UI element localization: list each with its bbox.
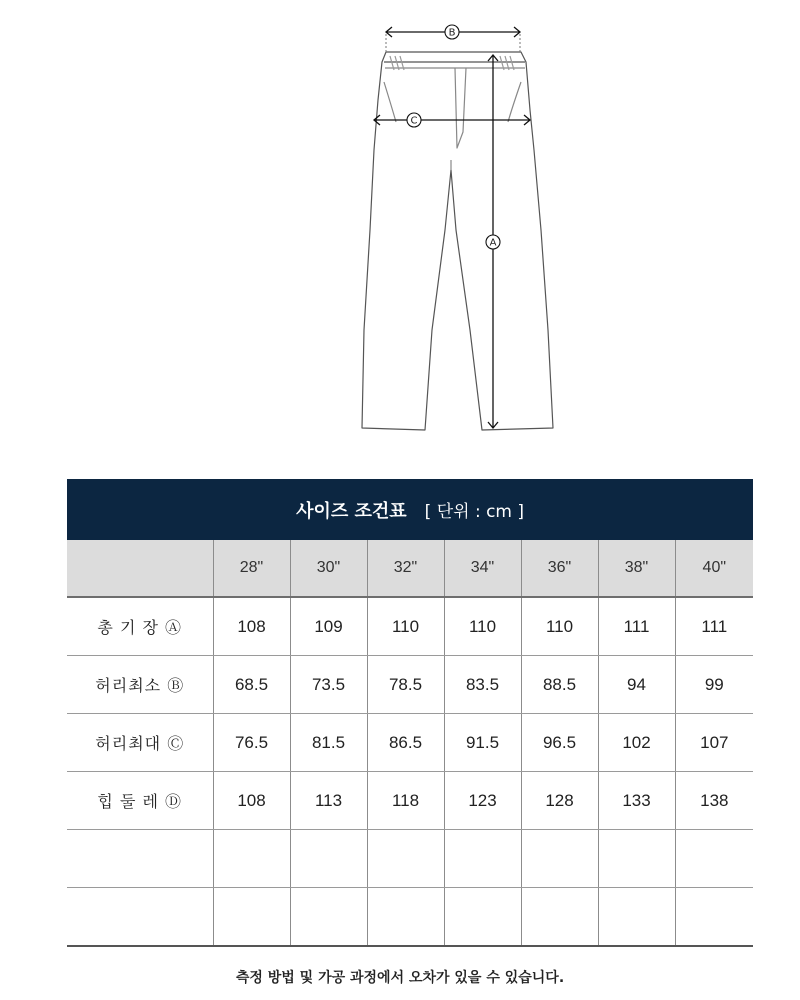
measurement-footnote: 측정 방법 및 가공 과정에서 오차가 있을 수 있습니다. bbox=[235, 970, 565, 986]
table-cell bbox=[213, 888, 290, 947]
marker-a-label: A bbox=[489, 237, 497, 249]
table-cell bbox=[444, 830, 521, 888]
table-row bbox=[67, 656, 753, 714]
table-cell: 68.5 bbox=[213, 656, 290, 714]
size-table bbox=[67, 479, 753, 947]
table-cell: 83.5 bbox=[444, 656, 521, 714]
table-cell: 91.5 bbox=[444, 714, 521, 772]
table-cell: 110 bbox=[444, 597, 521, 656]
table-cell bbox=[521, 830, 598, 888]
table-cell bbox=[367, 888, 444, 947]
table-cell: 118 bbox=[367, 772, 444, 830]
table-cell: 73.5 bbox=[290, 656, 367, 714]
pants-outline bbox=[362, 52, 553, 430]
size-header: 28" bbox=[213, 540, 290, 597]
table-cell bbox=[521, 888, 598, 947]
row-label: 허리최대 Ⓒ bbox=[67, 714, 213, 772]
size-header: 38" bbox=[598, 540, 675, 597]
table-cell: 108 bbox=[213, 772, 290, 830]
table-cell bbox=[290, 830, 367, 888]
dimension-c bbox=[374, 115, 530, 125]
size-header: 34" bbox=[444, 540, 521, 597]
row-label bbox=[67, 888, 213, 947]
table-cell: 110 bbox=[521, 597, 598, 656]
table-cell: 111 bbox=[675, 597, 753, 656]
table-cell bbox=[367, 830, 444, 888]
table-cell bbox=[598, 830, 675, 888]
table-row bbox=[67, 714, 753, 772]
table-cell bbox=[213, 830, 290, 888]
table-cell: 133 bbox=[598, 772, 675, 830]
table-row-empty bbox=[67, 888, 753, 947]
table-cell: 96.5 bbox=[521, 714, 598, 772]
table-cell bbox=[675, 888, 753, 947]
right-pocket bbox=[508, 82, 521, 122]
table-title-bar bbox=[67, 480, 753, 541]
pants-diagram bbox=[0, 0, 800, 450]
left-pocket bbox=[384, 82, 396, 122]
table-cell: 107 bbox=[675, 714, 753, 772]
row-label bbox=[67, 830, 213, 888]
table-cell bbox=[598, 888, 675, 947]
marker-c-label: C bbox=[410, 115, 418, 127]
table-cell bbox=[675, 830, 753, 888]
table-cell: 138 bbox=[675, 772, 753, 830]
table-cell: 123 bbox=[444, 772, 521, 830]
table-cell bbox=[444, 888, 521, 947]
table-cell: 128 bbox=[521, 772, 598, 830]
table-row bbox=[67, 772, 753, 830]
row-label: 허리최소 Ⓑ bbox=[67, 656, 213, 714]
size-header: 30" bbox=[290, 540, 367, 597]
row-label: 힙 둘 레 Ⓓ bbox=[67, 772, 213, 830]
table-cell: 102 bbox=[598, 714, 675, 772]
table-cell: 108 bbox=[213, 597, 290, 656]
fly-line bbox=[455, 68, 466, 148]
table-cell: 110 bbox=[367, 597, 444, 656]
table-cell: 94 bbox=[598, 656, 675, 714]
size-header-row bbox=[67, 540, 753, 597]
table-cell: 76.5 bbox=[213, 714, 290, 772]
table-row bbox=[67, 597, 753, 656]
size-header: 32" bbox=[367, 540, 444, 597]
table-cell: 78.5 bbox=[367, 656, 444, 714]
row-label: 총 기 장 Ⓐ bbox=[67, 597, 213, 656]
table-cell: 86.5 bbox=[367, 714, 444, 772]
size-header: 36" bbox=[521, 540, 598, 597]
table-row-empty bbox=[67, 830, 753, 888]
table-title: 사이즈 조건표 bbox=[296, 501, 407, 522]
table-cell: 111 bbox=[598, 597, 675, 656]
table-cell: 109 bbox=[290, 597, 367, 656]
size-header: 40" bbox=[675, 540, 753, 597]
table-cell: 88.5 bbox=[521, 656, 598, 714]
marker-b-label: B bbox=[448, 27, 456, 39]
table-cell: 99 bbox=[675, 656, 753, 714]
header-corner bbox=[67, 540, 213, 597]
table-cell bbox=[290, 888, 367, 947]
table-unit: [ 단위 : cm ] bbox=[424, 502, 525, 522]
table-cell: 81.5 bbox=[290, 714, 367, 772]
table-cell: 113 bbox=[290, 772, 367, 830]
